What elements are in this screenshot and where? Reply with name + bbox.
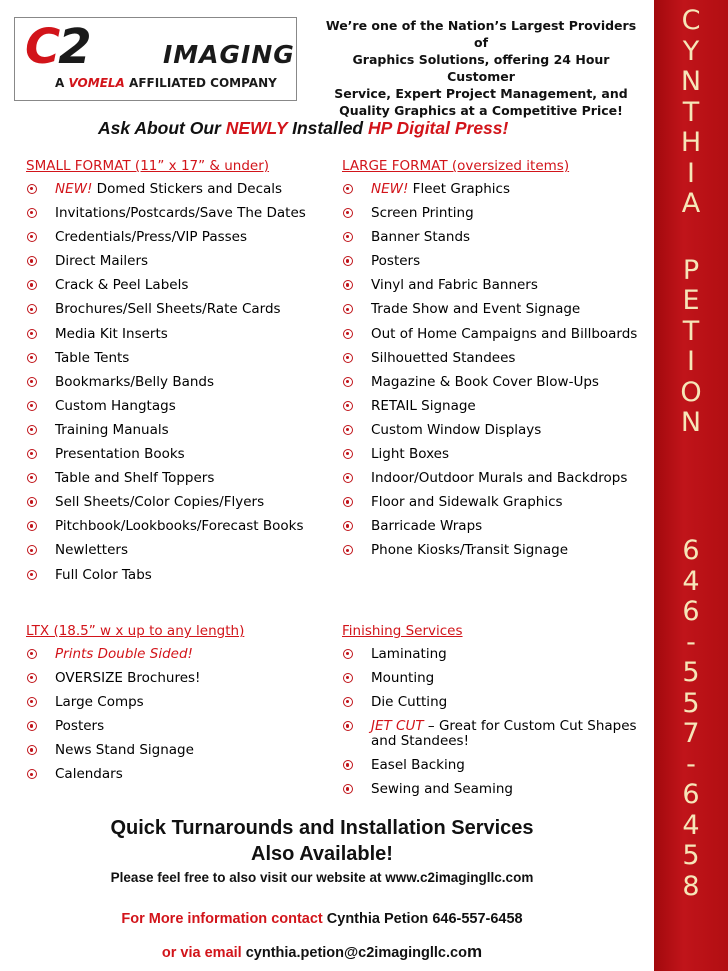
bullet-icon	[343, 545, 353, 555]
website-note: Please feel free to also visit our website at www.c2imagingllc.com	[110, 870, 534, 885]
bullet-icon	[343, 280, 353, 290]
list-item: NEW! Fleet Graphics	[342, 177, 637, 201]
list-item: Full Color Tabs	[26, 563, 306, 587]
band-letter: 4	[682, 809, 700, 841]
band-letter: Y	[682, 35, 700, 67]
bullet-icon	[27, 449, 37, 459]
band-letter: T	[682, 315, 700, 347]
list-item: Magazine & Book Cover Blow-Ups	[342, 370, 637, 394]
list-item: RETAIL Signage	[342, 394, 637, 418]
list-item: Brochures/Sell Sheets/Rate Cards	[26, 297, 306, 321]
ltx-title: LTX (18.5” w x up to any length)	[26, 623, 245, 639]
large-format-section	[342, 155, 637, 563]
band-phone	[654, 536, 728, 902]
band-letter: N	[680, 407, 702, 438]
ltx-list	[26, 642, 244, 787]
bullet-icon	[343, 721, 353, 731]
bullet-icon	[27, 256, 37, 266]
band-letter: A	[681, 188, 701, 219]
band-letter: I	[687, 157, 695, 189]
band-letter: N	[680, 66, 702, 97]
list-item: Table and Shelf Toppers	[26, 466, 306, 490]
contact-line: For More information contact Cynthia Petion 646-557-6458	[121, 911, 523, 927]
bullet-icon	[343, 377, 353, 387]
intro-text: We’re one of the Nation’s Largest Providers of Graphics Solutions, offering 24 Hour Customer Service, Expert Project Management, and Quality Graphics at a Competitive Price!	[325, 18, 637, 118]
bullet-icon	[27, 545, 37, 555]
email-line: or via email cynthia.petion@c2imagingllc.com	[161, 942, 483, 961]
bullet-icon	[27, 232, 37, 242]
list-item: Media Kit Inserts	[26, 322, 306, 346]
ltx-section	[26, 620, 244, 787]
band-letter: 6	[682, 535, 700, 566]
bullet-icon	[27, 721, 37, 731]
list-item: Prints Double Sided!	[26, 642, 244, 666]
bullet-icon	[27, 697, 37, 707]
bullet-icon	[343, 232, 353, 242]
list-item: Sewing and Seaming	[342, 777, 654, 801]
band-letter: H	[680, 127, 702, 158]
list-item: Credentials/Press/VIP Passes	[26, 225, 306, 249]
list-item: JET CUT – Great for Custom Cut Shapes and Standees!	[342, 714, 654, 753]
list-item: Out of Home Campaigns and Billboards	[342, 322, 637, 346]
band-letter: 8	[682, 870, 700, 902]
side-band	[654, 0, 728, 971]
bullet-icon	[343, 784, 353, 794]
finishing-title: Finishing Services	[342, 623, 463, 639]
bullet-icon	[343, 760, 353, 770]
bullet-icon	[343, 649, 353, 659]
logo-tagline: A VOMELA AFFILIATED COMPANY	[55, 76, 277, 90]
list-item: Invitations/Postcards/Save The Dates	[26, 201, 306, 225]
band-letter: O	[680, 376, 702, 408]
list-item: Custom Hangtags	[26, 394, 306, 418]
bullet-icon	[343, 449, 353, 459]
bullet-icon	[343, 329, 353, 339]
list-item: Floor and Sidewalk Graphics	[342, 490, 637, 514]
list-item: Posters	[26, 714, 244, 738]
bullet-icon	[27, 570, 37, 580]
bullet-icon	[27, 497, 37, 507]
company-logo	[14, 17, 297, 101]
band-letter: I	[687, 346, 695, 377]
list-item: Posters	[342, 249, 637, 273]
bullet-icon	[27, 377, 37, 387]
bullet-icon	[27, 304, 37, 314]
bullet-icon	[27, 521, 37, 531]
bullet-icon	[343, 256, 353, 266]
list-item: Die Cutting	[342, 690, 654, 714]
bullet-icon	[343, 208, 353, 218]
logo-imaging-text: IMAGING	[163, 40, 295, 69]
bullet-icon	[343, 497, 353, 507]
list-item: Sell Sheets/Color Copies/Flyers	[26, 490, 306, 514]
list-item: Training Manuals	[26, 418, 306, 442]
bullet-icon	[27, 473, 37, 483]
list-item: Mounting	[342, 666, 654, 690]
bullet-icon	[343, 673, 353, 683]
bullet-icon	[343, 425, 353, 435]
list-item: Screen Printing	[342, 201, 637, 225]
list-item: Direct Mailers	[26, 249, 306, 273]
list-item: Table Tents	[26, 346, 306, 370]
bullet-icon	[343, 184, 353, 194]
list-item: Laminating	[342, 642, 654, 666]
quick-turnaround-headline: Quick Turnarounds and Installation Services Also Available!	[110, 817, 534, 865]
band-letter: 5	[682, 840, 700, 871]
list-item: Indoor/Outdoor Murals and Backdrops	[342, 466, 637, 490]
small-format-title: SMALL FORMAT (11” x 17” & under)	[26, 158, 270, 174]
bullet-icon	[27, 329, 37, 339]
bullet-icon	[27, 769, 37, 779]
large-format-list	[342, 177, 637, 563]
bullet-icon	[27, 353, 37, 363]
bullet-icon	[27, 649, 37, 659]
list-item: Easel Backing	[342, 753, 654, 777]
bullet-icon	[27, 401, 37, 411]
band-letter: 6	[682, 596, 700, 627]
bullet-icon	[343, 697, 353, 707]
list-item: Crack & Peel Labels	[26, 273, 306, 297]
list-item: Bookmarks/Belly Bands	[26, 370, 306, 394]
bullet-icon	[27, 208, 37, 218]
band-letter: 7	[682, 718, 700, 749]
finishing-section	[342, 620, 654, 801]
bullet-icon	[343, 521, 353, 531]
list-item: Calendars	[26, 762, 244, 786]
list-item: Silhouetted Standees	[342, 346, 637, 370]
band-letter: E	[682, 285, 700, 316]
band-letter: 5	[682, 687, 700, 719]
band-letter: -	[686, 626, 696, 658]
list-item: Large Comps	[26, 690, 244, 714]
list-item: Vinyl and Fabric Banners	[342, 273, 637, 297]
list-item: Presentation Books	[26, 442, 306, 466]
finishing-list	[342, 642, 654, 801]
bullet-icon	[27, 184, 37, 194]
list-item: Phone Kiosks/Transit Signage	[342, 538, 637, 562]
bullet-icon	[343, 353, 353, 363]
ask-headline: Ask About Our NEWLY Installed HP Digital Press!	[98, 118, 509, 138]
list-item: Banner Stands	[342, 225, 637, 249]
band-letter: 6	[682, 779, 700, 810]
band-letter: P	[682, 254, 700, 286]
band-letter	[654, 220, 728, 256]
list-item: Trade Show and Event Signage	[342, 297, 637, 321]
bullet-icon	[27, 673, 37, 683]
small-format-section	[26, 155, 306, 587]
bullet-icon	[343, 401, 353, 411]
bullet-icon	[27, 280, 37, 290]
list-item: OVERSIZE Brochures!	[26, 666, 244, 690]
list-item: News Stand Signage	[26, 738, 244, 762]
small-format-list	[26, 177, 306, 587]
list-item: Pitchbook/Lookbooks/Forecast Books	[26, 514, 306, 538]
band-letter: -	[686, 748, 696, 780]
band-letter: T	[682, 96, 700, 128]
bullet-icon	[343, 473, 353, 483]
list-item: Newletters	[26, 538, 306, 562]
band-letter: 5	[682, 657, 700, 688]
bullet-icon	[343, 304, 353, 314]
band-letter: C	[681, 5, 701, 36]
logo-c2-mark: C2	[25, 19, 90, 75]
large-format-title: LARGE FORMAT (oversized items)	[342, 158, 570, 174]
list-item: Barricade Wraps	[342, 514, 637, 538]
bullet-icon	[27, 745, 37, 755]
list-item: NEW! Domed Stickers and Decals	[26, 177, 306, 201]
list-item: Custom Window Displays	[342, 418, 637, 442]
bullet-icon	[27, 425, 37, 435]
band-letter: 4	[682, 565, 700, 597]
band-name	[654, 6, 728, 439]
list-item: Light Boxes	[342, 442, 637, 466]
